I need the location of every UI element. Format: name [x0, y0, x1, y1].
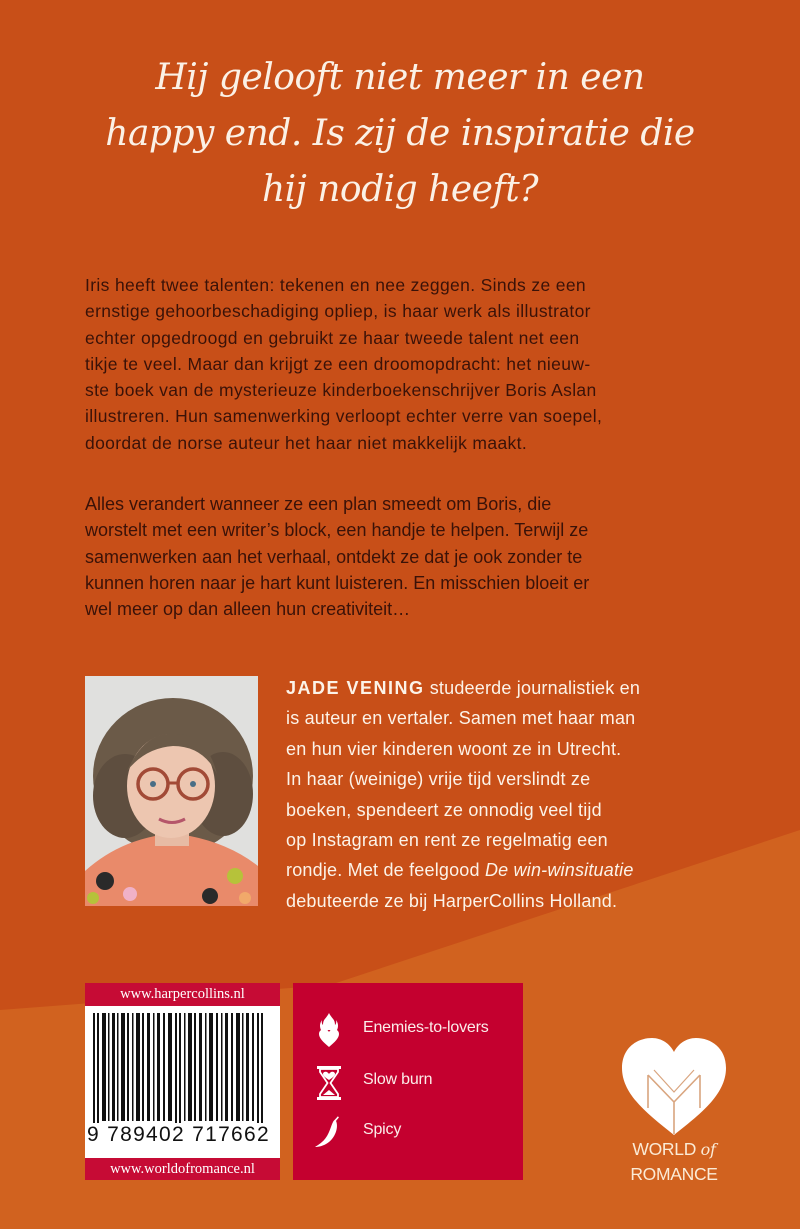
- author-name: JADE VENING: [286, 678, 425, 698]
- bio-line: boeken, spendeert ze onnodig veel tijd: [286, 799, 602, 820]
- blurb-line: worstelt met een writer’s block, een handje te helpen. Terwijl ze: [85, 520, 589, 541]
- blurb-line: kunnen horen naar je hart kunt luisteren. En misschien bloeit er: [85, 572, 590, 593]
- blurb-line: samenwerken aan het verhaal, ontdekt ze dat je ook zonder te: [85, 546, 583, 567]
- barcode-icon: [91, 1013, 271, 1128]
- bio-line: debuteerde ze bij HarperCollins Holland.: [286, 890, 618, 911]
- flaming-heart-icon: [311, 1011, 347, 1051]
- bio-line: [286, 673, 746, 703]
- publisher-url[interactable]: www.harpercollins.nl: [85, 983, 280, 1006]
- logo-line-2: ROMANCE: [630, 1164, 718, 1184]
- blurb-line: wel meer op dan alleen hun creativiteit…: [85, 599, 411, 620]
- hourglass-heart-icon: [311, 1063, 347, 1103]
- bio-line: In haar (weinige) vrije tijd verslindt ze: [286, 769, 591, 790]
- trope-item: [293, 1011, 523, 1051]
- blurb-paragraph-1: [85, 272, 725, 456]
- bio-text: rondje. Met de feelgood: [286, 860, 485, 881]
- blurb-line: ernstige gehoorbeschadiging opliep, is haar werk als illustrator: [85, 301, 591, 322]
- blurb-line: Iris heeft twee talenten: tekenen en nee zeggen. Sinds ze een: [85, 275, 586, 295]
- blurb-line: ste boek van de mysterieuze kinderboekenschrijver Boris Aslan: [85, 380, 597, 401]
- world-of-romance-logo: [604, 1030, 744, 1195]
- logo-of-text: of: [700, 1140, 716, 1159]
- bio-line: en hun vier kinderen woont ze in Utrecht.: [286, 738, 622, 759]
- logo-wordmark: [604, 1137, 744, 1187]
- trope-label: Spicy: [363, 1121, 402, 1138]
- bio-line: is auteur en vertaler. Samen met haar man: [286, 708, 636, 729]
- blurb-line: illustreren. Hun samenwerking verloopt echter verre van soepel,: [85, 406, 603, 427]
- bio-line: [286, 855, 746, 885]
- blurb-line: doordat de norse auteur het haar niet makkelijk maakt.: [85, 432, 528, 453]
- blurb-line: Alles verandert wanneer ze een plan smeedt om Boris, die: [85, 494, 552, 514]
- author-photo: [85, 676, 258, 906]
- imprint-url[interactable]: www.worldofromance.nl: [85, 1158, 280, 1180]
- tagline: [0, 50, 800, 218]
- barcode-box: [85, 983, 280, 1180]
- author-bio: [286, 673, 746, 916]
- trope-label: Enemies-to-lovers: [363, 1019, 489, 1036]
- trope-label: Slow burn: [363, 1071, 433, 1088]
- bio-text: studeerde journalistiek en: [424, 678, 641, 698]
- bio-line: op Instagram en rent ze regelmatig een: [286, 830, 608, 851]
- debut-book-title: De win-winsituatie: [484, 860, 634, 881]
- logo-world-text: WORLD: [632, 1139, 701, 1159]
- tagline-line: hij nodig heeft?: [261, 169, 539, 210]
- heart-book-icon: [604, 1030, 744, 1135]
- blurb-line: echter opgedroogd en gebruikt ze haar tweede talent net een: [85, 327, 580, 348]
- blurb-paragraph-2: [85, 491, 725, 622]
- trope-item: [293, 1063, 523, 1103]
- tagline-line: happy end. Is zij de inspiratie die: [105, 113, 695, 154]
- tagline-line: Hij gelooft niet meer in een: [155, 57, 645, 98]
- blurb-line: tikje te veel. Maar dan krijgt ze een droomopdracht: het nieuw-: [85, 353, 591, 374]
- trope-item: [293, 1113, 523, 1153]
- logo-line-1: [604, 1137, 744, 1162]
- isbn-number: 9 789402 717662: [87, 1123, 277, 1147]
- tropes-box: [293, 983, 523, 1180]
- author-portrait-illustration: [85, 676, 258, 906]
- chili-pepper-icon: [311, 1113, 347, 1153]
